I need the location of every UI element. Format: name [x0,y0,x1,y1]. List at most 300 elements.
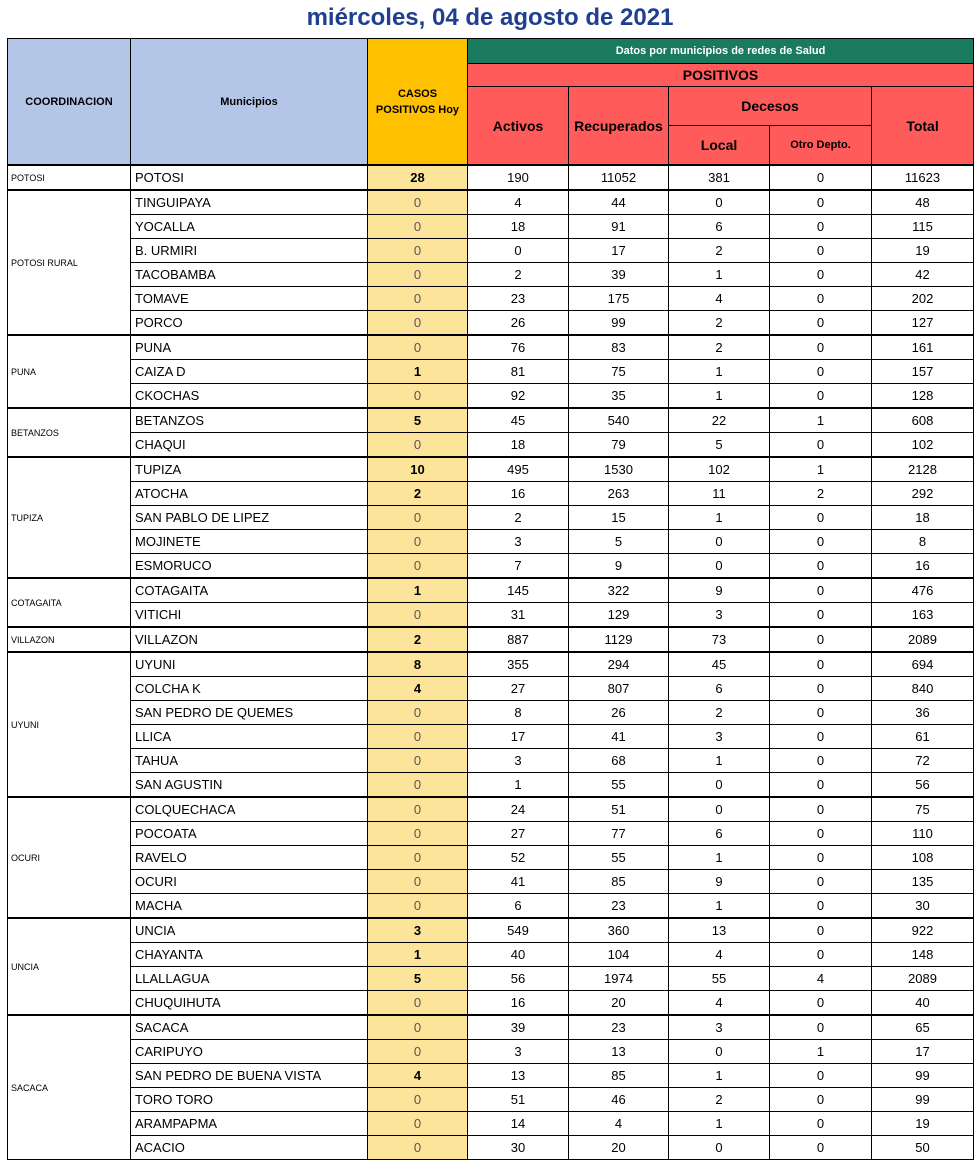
decesos-otro-depto-cell: 0 [770,773,872,798]
recuperados-cell: 83 [569,335,669,360]
table-row [8,1112,974,1136]
decesos-local-cell: 2 [669,701,770,725]
activos-cell: 2 [468,263,569,287]
table-row [8,287,974,311]
casos-hoy-cell: 2 [368,627,468,652]
total-cell: 16 [872,554,974,579]
coordinacion-cell: COTAGAITA [8,578,131,627]
municipio-cell: LLICA [131,725,368,749]
municipio-cell: VITICHI [131,603,368,628]
municipio-cell: BETANZOS [131,408,368,433]
municipio-cell: ESMORUCO [131,554,368,579]
decesos-otro-depto-cell: 0 [770,190,872,215]
recuperados-cell: 175 [569,287,669,311]
casos-hoy-cell: 0 [368,701,468,725]
recuperados-cell: 1530 [569,457,669,482]
total-cell: 163 [872,603,974,628]
recuperados-cell: 55 [569,846,669,870]
municipio-cell: CHAYANTA [131,943,368,967]
table-row [8,360,974,384]
decesos-local-cell: 0 [669,530,770,554]
table-row [8,894,974,919]
decesos-local-cell: 1 [669,1112,770,1136]
municipio-cell: B. URMIRI [131,239,368,263]
municipio-cell: COLQUECHACA [131,797,368,822]
decesos-local-cell: 0 [669,1040,770,1064]
decesos-local-cell: 55 [669,967,770,991]
table-row [8,967,974,991]
decesos-local-cell: 2 [669,1088,770,1112]
decesos-local-cell: 102 [669,457,770,482]
municipio-cell: POTOSI [131,165,368,190]
total-cell: 110 [872,822,974,846]
header-activos: Activos [468,87,569,166]
recuperados-cell: 55 [569,773,669,798]
decesos-otro-depto-cell: 0 [770,578,872,603]
municipio-cell: CARIPUYO [131,1040,368,1064]
cases-table-container [7,38,973,1160]
recuperados-cell: 4 [569,1112,669,1136]
table-row [8,1015,974,1040]
casos-hoy-cell: 0 [368,311,468,336]
activos-cell: 13 [468,1064,569,1088]
header-coordinacion: COORDINACION [8,39,131,166]
activos-cell: 81 [468,360,569,384]
decesos-local-cell: 4 [669,287,770,311]
table-row [8,457,974,482]
total-cell: 18 [872,506,974,530]
activos-cell: 6 [468,894,569,919]
total-cell: 127 [872,311,974,336]
recuperados-cell: 35 [569,384,669,409]
casos-hoy-cell: 5 [368,408,468,433]
decesos-local-cell: 2 [669,335,770,360]
casos-hoy-cell: 1 [368,943,468,967]
table-row [8,677,974,701]
table-row [8,408,974,433]
decesos-local-cell: 3 [669,725,770,749]
recuperados-cell: 540 [569,408,669,433]
recuperados-cell: 46 [569,1088,669,1112]
activos-cell: 14 [468,1112,569,1136]
total-cell: 56 [872,773,974,798]
activos-cell: 18 [468,433,569,458]
decesos-local-cell: 6 [669,677,770,701]
decesos-local-cell: 1 [669,506,770,530]
recuperados-cell: 263 [569,482,669,506]
table-row [8,1064,974,1088]
total-cell: 128 [872,384,974,409]
decesos-otro-depto-cell: 0 [770,652,872,677]
total-cell: 161 [872,335,974,360]
total-cell: 694 [872,652,974,677]
header-decesos: Decesos [669,87,872,126]
casos-hoy-cell: 0 [368,846,468,870]
casos-hoy-cell: 0 [368,1015,468,1040]
casos-hoy-cell: 0 [368,1088,468,1112]
activos-cell: 24 [468,797,569,822]
decesos-local-cell: 1 [669,749,770,773]
casos-hoy-cell: 0 [368,1040,468,1064]
activos-cell: 8 [468,701,569,725]
decesos-otro-depto-cell: 0 [770,1112,872,1136]
header-recuperados: Recuperados [569,87,669,166]
total-cell: 148 [872,943,974,967]
header-datos-por-municipios: Datos por municipios de redes de Salud [468,39,974,64]
recuperados-cell: 1129 [569,627,669,652]
total-cell: 2089 [872,627,974,652]
decesos-otro-depto-cell: 0 [770,846,872,870]
activos-cell: 23 [468,287,569,311]
total-cell: 11623 [872,165,974,190]
casos-hoy-cell: 0 [368,870,468,894]
recuperados-cell: 41 [569,725,669,749]
header-decesos-otro-depto: Otro Depto. [770,126,872,166]
total-cell: 476 [872,578,974,603]
casos-hoy-cell: 0 [368,239,468,263]
decesos-otro-depto-cell: 0 [770,603,872,628]
decesos-local-cell: 9 [669,578,770,603]
table-row [8,991,974,1016]
recuperados-cell: 360 [569,918,669,943]
activos-cell: 40 [468,943,569,967]
casos-hoy-cell: 0 [368,530,468,554]
municipio-cell: COTAGAITA [131,578,368,603]
decesos-local-cell: 0 [669,773,770,798]
decesos-otro-depto-cell: 0 [770,943,872,967]
table-row [8,384,974,409]
decesos-otro-depto-cell: 0 [770,894,872,919]
decesos-otro-depto-cell: 1 [770,408,872,433]
header-total: Total [872,87,974,166]
decesos-local-cell: 0 [669,554,770,579]
activos-cell: 3 [468,530,569,554]
casos-hoy-cell: 0 [368,1112,468,1136]
recuperados-cell: 85 [569,870,669,894]
decesos-local-cell: 2 [669,311,770,336]
total-cell: 922 [872,918,974,943]
table-header [8,39,974,166]
municipio-cell: CHAQUI [131,433,368,458]
recuperados-cell: 85 [569,1064,669,1088]
activos-cell: 17 [468,725,569,749]
decesos-local-cell: 73 [669,627,770,652]
decesos-local-cell: 5 [669,433,770,458]
decesos-otro-depto-cell: 0 [770,554,872,579]
page-title: miércoles, 04 de agosto de 2021 [306,4,674,31]
total-cell: 2089 [872,967,974,991]
decesos-otro-depto-cell: 0 [770,287,872,311]
decesos-otro-depto-cell: 0 [770,1136,872,1160]
activos-cell: 27 [468,822,569,846]
decesos-otro-depto-cell: 0 [770,991,872,1016]
recuperados-cell: 5 [569,530,669,554]
casos-hoy-cell: 0 [368,190,468,215]
casos-hoy-cell: 8 [368,652,468,677]
recuperados-cell: 20 [569,1136,669,1160]
table-row [8,749,974,773]
decesos-local-cell: 6 [669,822,770,846]
recuperados-cell: 39 [569,263,669,287]
total-cell: 72 [872,749,974,773]
recuperados-cell: 75 [569,360,669,384]
municipio-cell: POCOATA [131,822,368,846]
municipio-cell: CHUQUIHUTA [131,991,368,1016]
municipio-cell: ACACIO [131,1136,368,1160]
coordinacion-cell: BETANZOS [8,408,131,457]
casos-hoy-cell: 10 [368,457,468,482]
total-cell: 102 [872,433,974,458]
decesos-otro-depto-cell: 0 [770,239,872,263]
table-row [8,1088,974,1112]
decesos-otro-depto-cell: 0 [770,263,872,287]
decesos-local-cell: 22 [669,408,770,433]
decesos-local-cell: 3 [669,603,770,628]
decesos-local-cell: 0 [669,190,770,215]
decesos-local-cell: 0 [669,1136,770,1160]
casos-hoy-cell: 1 [368,360,468,384]
activos-cell: 52 [468,846,569,870]
municipio-cell: MACHA [131,894,368,919]
casos-hoy-cell: 0 [368,384,468,409]
decesos-otro-depto-cell: 0 [770,1015,872,1040]
table-row [8,918,974,943]
decesos-local-cell: 1 [669,1064,770,1088]
decesos-otro-depto-cell: 0 [770,725,872,749]
decesos-local-cell: 1 [669,263,770,287]
table-row [8,482,974,506]
total-cell: 50 [872,1136,974,1160]
total-cell: 36 [872,701,974,725]
total-cell: 202 [872,287,974,311]
coordinacion-cell: TUPIZA [8,457,131,578]
table-row [8,846,974,870]
casos-hoy-cell: 0 [368,797,468,822]
casos-hoy-cell: 0 [368,603,468,628]
municipio-cell: ARAMPAPMA [131,1112,368,1136]
municipio-cell: TOMAVE [131,287,368,311]
table-row [8,165,974,190]
decesos-otro-depto-cell: 0 [770,822,872,846]
casos-hoy-cell: 0 [368,287,468,311]
municipio-cell: OCURI [131,870,368,894]
header-casos-positivos-hoy: CASOS POSITIVOS Hoy [368,39,468,166]
table-row [8,530,974,554]
decesos-otro-depto-cell: 0 [770,506,872,530]
municipio-cell: PUNA [131,335,368,360]
coordinacion-cell: OCURI [8,797,131,918]
header-decesos-local: Local [669,126,770,166]
total-cell: 61 [872,725,974,749]
coordinacion-cell: SACACA [8,1015,131,1160]
decesos-local-cell: 1 [669,846,770,870]
header-positivos: POSITIVOS [468,64,974,87]
total-cell: 99 [872,1088,974,1112]
decesos-local-cell: 381 [669,165,770,190]
recuperados-cell: 322 [569,578,669,603]
coordinacion-cell: VILLAZON [8,627,131,652]
municipio-cell: RAVELO [131,846,368,870]
table-row [8,822,974,846]
recuperados-cell: 9 [569,554,669,579]
decesos-local-cell: 11 [669,482,770,506]
coordinacion-cell: UYUNI [8,652,131,797]
total-cell: 8 [872,530,974,554]
table-row [8,725,974,749]
coordinacion-cell: POTOSI RURAL [8,190,131,335]
activos-cell: 39 [468,1015,569,1040]
casos-hoy-cell: 2 [368,482,468,506]
activos-cell: 0 [468,239,569,263]
total-cell: 108 [872,846,974,870]
activos-cell: 30 [468,1136,569,1160]
decesos-local-cell: 9 [669,870,770,894]
municipio-cell: SAN PEDRO DE BUENA VISTA [131,1064,368,1088]
activos-cell: 26 [468,311,569,336]
recuperados-cell: 77 [569,822,669,846]
decesos-otro-depto-cell: 0 [770,627,872,652]
decesos-local-cell: 6 [669,215,770,239]
total-cell: 42 [872,263,974,287]
decesos-otro-depto-cell: 0 [770,870,872,894]
header-municipios: Municipios [131,39,368,166]
activos-cell: 887 [468,627,569,652]
activos-cell: 45 [468,408,569,433]
activos-cell: 2 [468,506,569,530]
recuperados-cell: 294 [569,652,669,677]
decesos-local-cell: 1 [669,384,770,409]
municipio-cell: MOJINETE [131,530,368,554]
recuperados-cell: 17 [569,239,669,263]
decesos-local-cell: 45 [669,652,770,677]
casos-hoy-cell: 0 [368,554,468,579]
table-row [8,554,974,579]
municipio-cell: SAN PABLO DE LIPEZ [131,506,368,530]
municipio-cell: UNCIA [131,918,368,943]
municipio-cell: TAHUA [131,749,368,773]
recuperados-cell: 13 [569,1040,669,1064]
recuperados-cell: 807 [569,677,669,701]
recuperados-cell: 20 [569,991,669,1016]
decesos-otro-depto-cell: 0 [770,677,872,701]
total-cell: 135 [872,870,974,894]
casos-hoy-cell: 0 [368,773,468,798]
municipio-cell: PORCO [131,311,368,336]
decesos-otro-depto-cell: 0 [770,1064,872,1088]
decesos-local-cell: 1 [669,360,770,384]
casos-hoy-cell: 0 [368,263,468,287]
table-row [8,627,974,652]
activos-cell: 7 [468,554,569,579]
recuperados-cell: 68 [569,749,669,773]
casos-hoy-cell: 1 [368,578,468,603]
municipio-cell: SAN AGUSTIN [131,773,368,798]
activos-cell: 1 [468,773,569,798]
decesos-otro-depto-cell: 0 [770,433,872,458]
casos-hoy-cell: 0 [368,1136,468,1160]
recuperados-cell: 23 [569,894,669,919]
table-row [8,239,974,263]
total-cell: 17 [872,1040,974,1064]
total-cell: 2128 [872,457,974,482]
decesos-otro-depto-cell: 0 [770,918,872,943]
recuperados-cell: 15 [569,506,669,530]
recuperados-cell: 44 [569,190,669,215]
recuperados-cell: 99 [569,311,669,336]
total-cell: 40 [872,991,974,1016]
municipio-cell: VILLAZON [131,627,368,652]
table-row [8,506,974,530]
casos-hoy-cell: 28 [368,165,468,190]
casos-hoy-cell: 4 [368,1064,468,1088]
decesos-otro-depto-cell: 0 [770,530,872,554]
total-cell: 99 [872,1064,974,1088]
activos-cell: 355 [468,652,569,677]
recuperados-cell: 91 [569,215,669,239]
casos-hoy-cell: 3 [368,918,468,943]
table-row [8,1136,974,1160]
decesos-otro-depto-cell: 4 [770,967,872,991]
municipio-cell: YOCALLA [131,215,368,239]
activos-cell: 51 [468,1088,569,1112]
table-row [8,263,974,287]
municipio-cell: CAIZA D [131,360,368,384]
casos-hoy-cell: 5 [368,967,468,991]
coordinacion-cell: UNCIA [8,918,131,1015]
activos-cell: 3 [468,749,569,773]
table-row [8,773,974,798]
cases-table [7,38,974,1160]
municipio-cell: LLALLAGUA [131,967,368,991]
casos-hoy-cell: 0 [368,215,468,239]
casos-hoy-cell: 0 [368,894,468,919]
total-cell: 292 [872,482,974,506]
total-cell: 48 [872,190,974,215]
table-row [8,603,974,628]
total-cell: 115 [872,215,974,239]
total-cell: 157 [872,360,974,384]
activos-cell: 31 [468,603,569,628]
table-row [8,701,974,725]
decesos-local-cell: 3 [669,1015,770,1040]
decesos-local-cell: 2 [669,239,770,263]
municipio-cell: TORO TORO [131,1088,368,1112]
total-cell: 75 [872,797,974,822]
table-row [8,311,974,336]
municipio-cell: TINGUIPAYA [131,190,368,215]
municipio-cell: SAN PEDRO DE QUEMES [131,701,368,725]
recuperados-cell: 51 [569,797,669,822]
total-cell: 19 [872,1112,974,1136]
decesos-otro-depto-cell: 1 [770,457,872,482]
activos-cell: 3 [468,1040,569,1064]
decesos-local-cell: 13 [669,918,770,943]
activos-cell: 145 [468,578,569,603]
activos-cell: 549 [468,918,569,943]
municipio-cell: ATOCHA [131,482,368,506]
decesos-otro-depto-cell: 0 [770,360,872,384]
decesos-otro-depto-cell: 1 [770,1040,872,1064]
decesos-otro-depto-cell: 0 [770,165,872,190]
activos-cell: 92 [468,384,569,409]
activos-cell: 56 [468,967,569,991]
activos-cell: 27 [468,677,569,701]
recuperados-cell: 1974 [569,967,669,991]
municipio-cell: TACOBAMBA [131,263,368,287]
table-row [8,652,974,677]
recuperados-cell: 79 [569,433,669,458]
casos-hoy-cell: 0 [368,433,468,458]
